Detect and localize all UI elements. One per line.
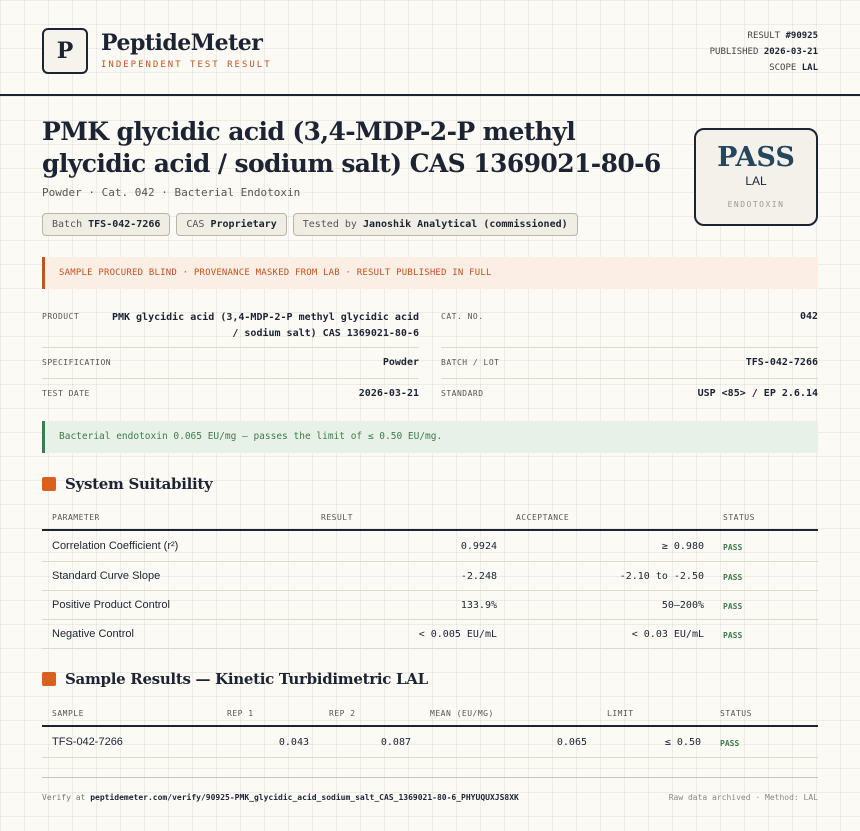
date-value: 2026-03-21 [358,388,419,399]
verdict-stamp [694,128,818,226]
cas-chip [176,213,286,236]
catno-value: 042 [799,311,818,322]
brand-tagline: INDEPENDENT TEST RESULT [101,60,272,70]
row-divider [42,590,818,591]
standard-label: STANDARD [441,389,484,398]
row-divider [42,648,818,649]
result-cell: < 0.005 EU/mL [418,629,497,640]
col-header-acceptance: ACCEPTANCE [516,513,570,522]
standard-value: USP <85> / EP 2.6.14 [697,388,818,399]
samples-title: Sample Results — Kinetic Turbidimetric LAL [65,670,428,688]
col-header-result: RESULT [321,513,353,522]
col-header-mean: MEAN (EU/MG) [430,709,494,718]
samples-heading [42,670,428,688]
table-header-rule [42,529,818,531]
param-cell: Standard Curve Slope [52,570,161,582]
chip-label: Tested by [302,219,357,230]
product-subtitle: Powder · Cat. 042 · Bacterial Endotoxin [42,186,301,199]
spec-value: Powder [382,357,419,368]
product-title: PMK glycidic acid (3,4-MDP-2-P methyl glycidic acid / sodium salt) CAS 1369021-80-6 [42,117,661,178]
col-header-rep1: REP 1 [227,709,254,718]
status-badge: PASS [720,739,740,748]
section-marker-icon [42,477,56,491]
published-date: 2026-03-21 [763,47,818,57]
sample-id-cell: TFS-042-7266 [52,736,123,748]
footer-divider [42,777,818,778]
brand-name: PeptideMeter [101,30,263,56]
scope-label: SCOPE [769,63,797,73]
detail-divider [441,347,818,348]
detail-divider [42,378,419,379]
acceptance-cell: < 0.03 EU/mL [631,629,704,640]
section-marker-icon [42,672,56,686]
blind-sample-banner: SAMPLE PROCURED BLIND · PROVENANCE MASKED FROM LAB · RESULT PUBLISHED IN FULL [42,257,818,289]
verify-label: Verify at [42,793,86,802]
verdict-kind: ENDOTOXIN [727,200,785,209]
batch-label: BATCH / LOT [441,358,500,367]
rep1-cell: 0.043 [278,737,309,748]
verify-footer [42,793,519,802]
table-header-rule [42,725,818,727]
scope-value: LAL [801,63,818,73]
result-cell: 0.9924 [460,541,497,552]
acceptance-cell: -2.10 to -2.50 [619,571,704,582]
raw-data-note: Raw data archived · Method: LAL [668,793,818,802]
result-summary-note: Bacterial endotoxin 0.065 EU/mg — passes the limit of ≤ 0.50 EU/mg. [42,421,818,453]
result-number: #90925 [785,31,818,41]
detail-divider [42,347,419,348]
status-badge: PASS [723,602,743,611]
suitability-title: System Suitability [65,475,213,493]
chip-value: TFS-042-7266 [88,219,161,230]
report-meta [710,28,818,76]
mean-cell: 0.065 [556,737,587,748]
chip-value: Proprietary [210,219,277,230]
col-header-rep2: REP 2 [329,709,356,718]
verdict-word: PASS [717,142,795,173]
acceptance-cell: 50–200% [661,600,704,611]
col-header-status: STATUS [723,513,755,522]
limit-cell: ≤ 0.50 [664,737,701,748]
catno-label: CAT. NO. [441,312,484,321]
result-cell: 133.9% [460,600,497,611]
result-label: RESULT [747,31,781,41]
suitability-heading [42,475,212,493]
col-header-limit: LIMIT [607,709,634,718]
rep2-cell: 0.087 [380,737,411,748]
col-header-status: STATUS [720,709,752,718]
chip-row [42,213,578,236]
brand-logo: P [42,28,88,74]
row-divider [42,619,818,620]
param-cell: Positive Product Control [52,599,170,611]
col-header-parameter: PARAMETER [52,513,100,522]
chip-label: Batch [52,219,83,230]
chip-label: CAS [186,219,205,230]
verify-link[interactable]: peptidemeter.com/verify/90925-PMK_glycidic_acid_sodium_salt_CAS_1369021-80-6_PHYUQUXJS8XK [90,793,519,802]
row-divider [42,561,818,562]
header-divider [0,94,860,96]
product-value: PMK glycidic acid (3,4-MDP-2-P methyl glycidic acid / sodium salt) CAS 1369021-80-6 [111,312,419,339]
result-cell: -2.248 [460,571,497,582]
published-label: PUBLISHED [709,47,759,57]
chip-value: Janoshik Analytical (commissioned) [362,219,568,230]
acceptance-cell: ≥ 0.980 [661,541,704,552]
col-header-sample: SAMPLE [52,709,84,718]
row-divider [42,757,818,758]
status-badge: PASS [723,631,743,640]
batch-chip [42,213,170,236]
status-badge: PASS [723,573,743,582]
batch-value: TFS-042-7266 [745,357,818,368]
param-cell: Negative Control [52,628,134,640]
verdict-method: LAL [745,174,767,188]
spec-label: SPECIFICATION [42,358,112,367]
status-badge: PASS [723,543,743,552]
date-label: TEST DATE [42,389,90,398]
param-cell: Correlation Coefficient (r²) [52,540,179,552]
product-label: PRODUCT [42,312,80,321]
detail-divider [441,378,818,379]
lab-chip [293,213,578,236]
